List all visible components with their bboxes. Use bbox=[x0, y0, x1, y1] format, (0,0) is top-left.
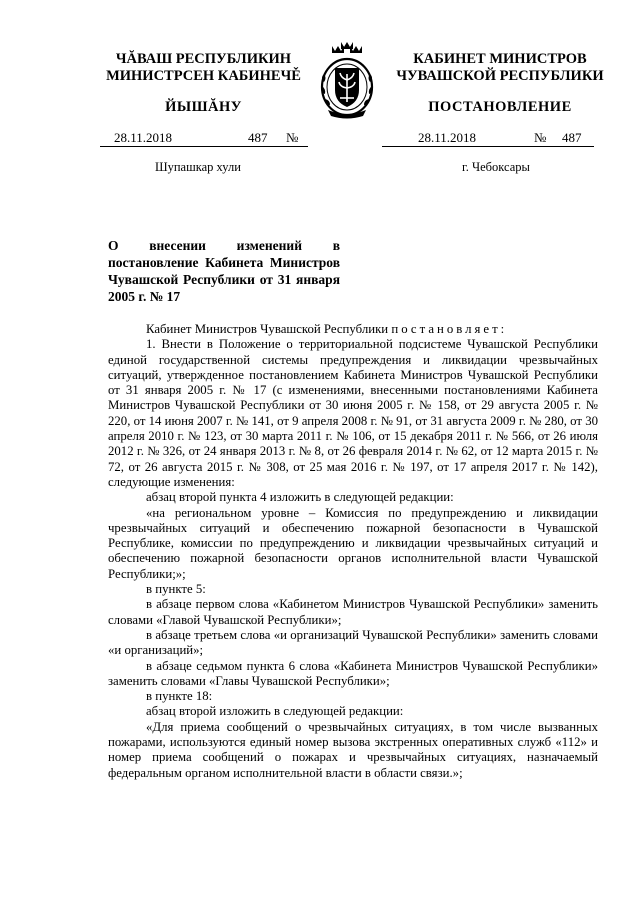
number-sign-chuvash: № bbox=[286, 130, 299, 145]
header-right-russian bbox=[380, 51, 620, 116]
body-paragraph: абзац второй пункта 4 изложить в следующей редакции: bbox=[146, 490, 454, 505]
body-paragraph: в абзаце первом слова «Кабинетом Министров Чувашской Республики» заменить словами «Главой Чувашской Республики»; bbox=[108, 597, 598, 627]
place-chuvash: Шупашкар хули bbox=[155, 160, 241, 174]
ministry-name-chuvash-line2: МИНИСТРСЕН КАБИНЕЧĚ bbox=[106, 68, 301, 84]
decree-date-russian: 28.11.2018 bbox=[418, 130, 477, 145]
body-paragraph: в пункте 18: bbox=[146, 689, 213, 704]
header-left-chuvash bbox=[96, 51, 311, 116]
decree-subject: О внесении изменений в постановление Кабинета Министров Чувашской Республики от 31 января 2005 г. № 17 bbox=[108, 238, 340, 304]
body-paragraph: «на региональном уровне – Комиссия по предупреждению и ликвидации чрезвычайных ситуаций и обеспечению пожарной безопасности в Чувашской Республике, комиссии по предупреждению и ликвидации чрезвычайных ситуаций и обеспечению пожарной безопасности органов исполнительной власти Чувашской Республики;»; bbox=[108, 505, 598, 581]
intro-prefix: Кабинет Министров Чувашской Республики bbox=[146, 322, 389, 336]
doc-type-chuvash: ЙЫШĂНУ bbox=[165, 99, 242, 115]
ministry-name-russian-line1: КАБИНЕТ МИНИСТРОВ bbox=[413, 51, 587, 67]
decree-number-chuvash: 487 bbox=[248, 130, 268, 145]
decree-number-russian: 487 bbox=[562, 130, 582, 145]
body-paragraph: абзац второй изложить в следующей редакции: bbox=[146, 704, 404, 719]
date-number-line-chuvash bbox=[100, 130, 308, 147]
place-russian: г. Чебоксары bbox=[462, 160, 530, 174]
body-paragraph: «Для приема сообщений о чрезвычайных ситуациях, в том числе вызванных пожарами, используются единый номер вызова экстренных оперативных служб «112» и номер приема сообщений о пожарах и чрезвычайных ситуациях, назначаемый федеральным органом исполнительной власти в области связи.»; bbox=[108, 719, 598, 780]
body-paragraph: 1. Внести в Положение о территориальной подсистеме Чувашской Республики единой государственной системы предупреждения и ликвидации чрезвычайных ситуаций, утвержденное постановлением Кабинета Министров Чувашской Республики от 31 января 2005 г. № 17 (с изменениями, внесенными постановлениями Кабинета Министров Чувашской Республики от 30 июня 2005 г. № 158, от 29 августа 2005 г. № 220, от 14 июня 2007 г. № 141, от 9 апреля 2008 г. № 91, от 31 августа 2009 г. № 280, от 30 апреля 2010 г. № 123, от 30 марта 2011 г. № 106, от 15 декабря 2011 г. № 566, от 26 июля 2012 г. № 326, от 24 января 2013 г. № 8, от 26 февраля 2014 г. № 62, от 12 марта 2015 г. № 72, от 26 августа 2015 г. № 308, от 25 мая 2016 г. № 197, от 17 апреля 2017 г. № 142), следующие изменения: bbox=[108, 337, 598, 489]
doc-type-russian: ПОСТАНОВЛЕНИЕ bbox=[428, 99, 572, 115]
body-paragraph: в абзаце третьем слова «и организаций Чувашской Республики» заменить словами «и организаций»; bbox=[108, 627, 598, 658]
body-paragraph: в пункте 5: bbox=[146, 582, 206, 597]
intro-verb: постановляет: bbox=[391, 322, 508, 336]
body-paragraph: в абзаце седьмом пункта 6 слова «Кабинета Министров Чувашской Республики» заменить словами «Главы Чувашской Республики»; bbox=[108, 658, 598, 688]
decree-date-chuvash: 28.11.2018 bbox=[114, 130, 173, 145]
chuvash-coat-of-arms-icon bbox=[318, 42, 376, 120]
intro-paragraph bbox=[108, 322, 598, 337]
ministry-name-russian-line2: ЧУВАШСКОЙ РЕСПУБЛИКИ bbox=[396, 68, 604, 84]
number-sign-russian: № bbox=[534, 130, 547, 145]
date-number-line-russian bbox=[382, 130, 594, 147]
decree-body bbox=[108, 322, 598, 781]
ministry-name-chuvash-line1: ЧĂВАШ РЕСПУБЛИКИН bbox=[115, 51, 292, 67]
